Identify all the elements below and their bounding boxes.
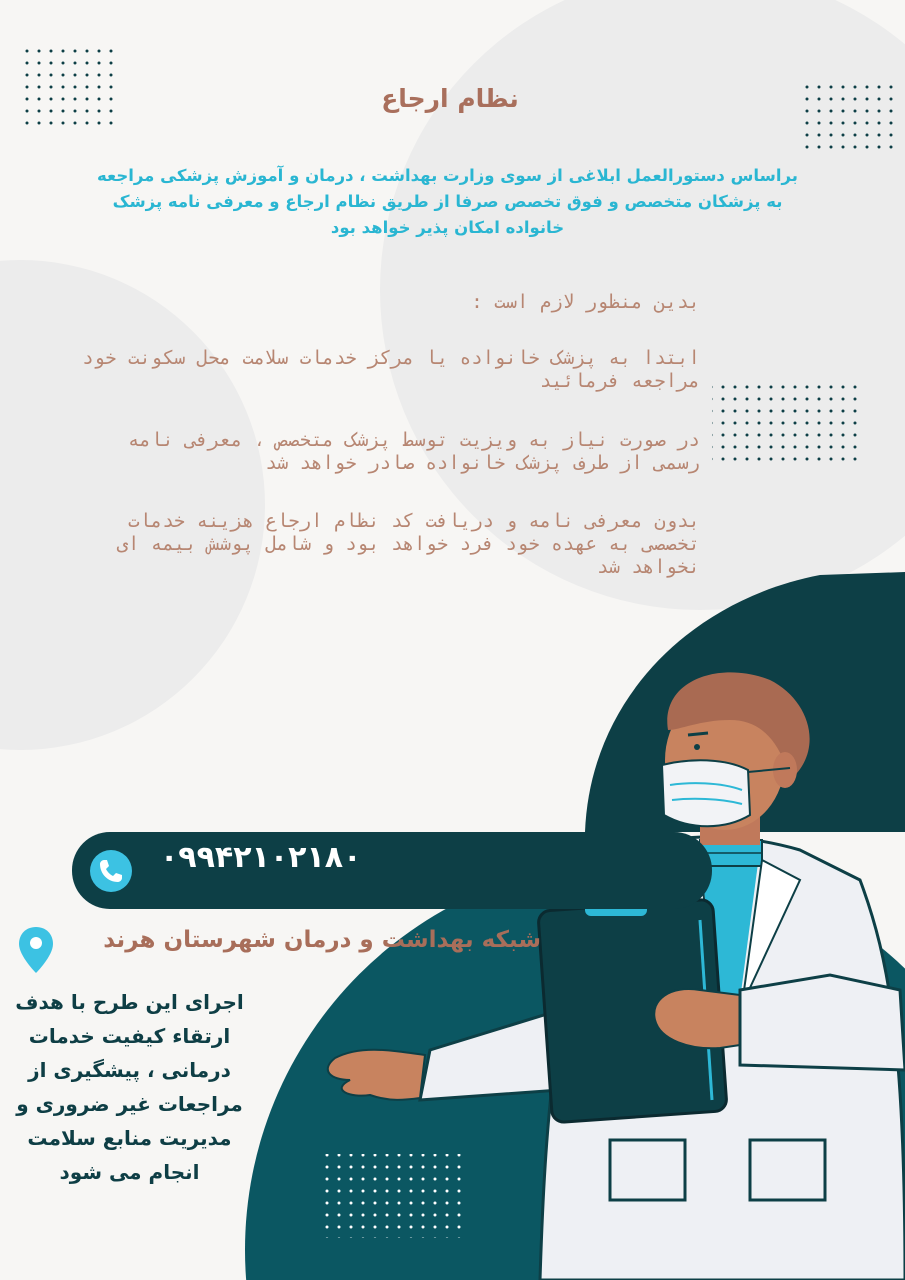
paragraph-heading: بدین منظور لازم است : [471,291,700,313]
paragraph-step-3: بدون معرفی نامه و دریافت کد نظام ارجاع هزینه خدمات تخصصی به عهده خود فرد خواهد بود و شامل پوشش بیمه ای نخواهد شد [116,510,700,578]
paragraph-step-2: در صورت نیاز به ویزیت توسط پزشک متخصص ، معرفی نامه رسمی از طرف پزشک خانواده صادر خواهد شد [128,429,700,474]
page-title: نظام ارجاع [381,84,519,113]
dot-grid-bottom [324,1154,468,1238]
phone-icon[interactable] [90,850,132,892]
dot-grid-middle-right [712,378,862,462]
organization-name: شبکه بهداشت و درمان شهرستان هرند [103,927,541,953]
paragraph-step-1: ابتدا به پزشک خانواده یا مرکز خدمات سلامت محل سکونت خود مراجعه فرمائید [82,347,700,392]
phone-number-link[interactable]: ۰۹۹۴۲۱۰۲۱۸۰ [160,840,362,875]
bg-circle-left [0,260,265,750]
dot-grid-top-left [18,48,114,132]
location-pin-icon [16,925,56,975]
goal-text: اجرای این طرح با هدف ارتقاء کیفیت خدمات درمانی ، پیشگیری از مراجعات غیر ضروری و مدیریت منابع سلامت انجام می شود [15,990,244,1184]
intro-text: براساس دستورالعمل ابلاغی از سوی وزارت بهداشت ، درمان و آموزش پزشکی مراجعه به پزشکان متخصص و فوق تخصص صرفا از طریق نظام ارجاع و معرفی نامه پزشک خانواده امکان پذیر خواهد بود [97,166,798,237]
dot-grid-top-right [798,80,894,152]
